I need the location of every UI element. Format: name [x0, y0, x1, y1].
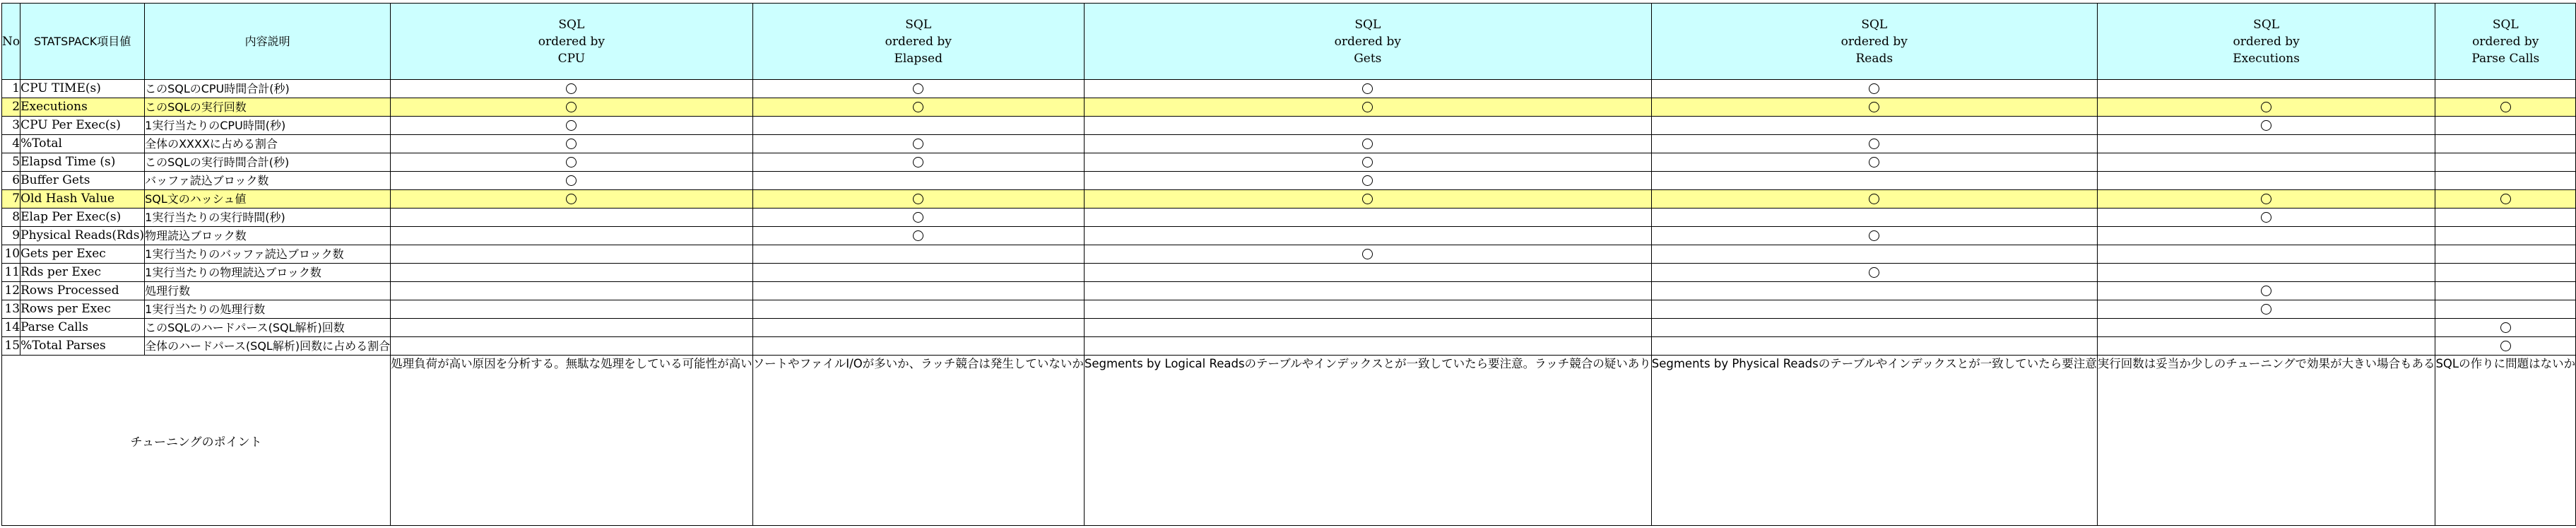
mark-cell-executions	[2097, 80, 2435, 98]
row-no: 10	[2, 245, 20, 264]
mark-cell-parse-calls	[2435, 319, 2576, 337]
table-row	[2, 98, 2576, 117]
row-desc: SQL文のハッシュ値	[145, 190, 391, 209]
mark-cell-reads	[1651, 282, 2097, 300]
mark-cell-elapsed	[752, 135, 1084, 153]
mark-cell-reads	[1651, 300, 2097, 319]
mark-cell-parse-calls	[2435, 135, 2576, 153]
mark-cell-gets	[1084, 190, 1651, 209]
circle-mark-icon	[1869, 139, 1879, 149]
mark-cell-elapsed	[752, 98, 1084, 117]
mark-cell-gets	[1084, 98, 1651, 117]
mark-cell-elapsed	[752, 337, 1084, 356]
circle-mark-icon	[566, 83, 577, 94]
circle-mark-icon	[1869, 83, 1879, 94]
header-no: No	[2, 4, 20, 80]
row-no: 8	[2, 209, 20, 227]
mark-cell-gets	[1084, 227, 1651, 245]
circle-mark-icon	[1362, 139, 1373, 149]
mark-cell-cpu	[391, 135, 753, 153]
row-no: 1	[2, 80, 20, 98]
circle-mark-icon	[2261, 286, 2271, 296]
row-item: %Total	[20, 135, 145, 153]
circle-mark-icon	[913, 194, 923, 204]
tuning-point-parse-calls: SQLの作りに問題はないか	[2435, 356, 2576, 526]
mark-cell-parse-calls	[2435, 264, 2576, 282]
row-desc: 1実行当たりのCPU時間(秒)	[145, 117, 391, 135]
mark-cell-reads	[1651, 245, 2097, 264]
row-desc: バッファ読込ブロック数	[145, 172, 391, 190]
mark-cell-parse-calls	[2435, 80, 2576, 98]
mark-cell-gets	[1084, 117, 1651, 135]
row-no: 14	[2, 319, 20, 337]
circle-mark-icon	[566, 102, 577, 112]
mark-cell-executions	[2097, 190, 2435, 209]
mark-cell-elapsed	[752, 190, 1084, 209]
mark-cell-elapsed	[752, 319, 1084, 337]
mark-cell-cpu	[391, 337, 753, 356]
table-row	[2, 245, 2576, 264]
row-item: CPU TIME(s)	[20, 80, 145, 98]
row-no: 2	[2, 98, 20, 117]
mark-cell-cpu	[391, 264, 753, 282]
circle-mark-icon	[1362, 83, 1373, 94]
row-item: %Total Parses	[20, 337, 145, 356]
mark-cell-reads	[1651, 153, 2097, 172]
table-row	[2, 319, 2576, 337]
row-desc: 全体のハードパース(SQL解析)回数に占める割合	[145, 337, 391, 356]
mark-cell-cpu	[391, 80, 753, 98]
row-no: 11	[2, 264, 20, 282]
circle-mark-icon	[1362, 175, 1373, 186]
circle-mark-icon	[566, 139, 577, 149]
header-col-gets: SQL ordered by Gets	[1084, 4, 1651, 80]
row-item: CPU Per Exec(s)	[20, 117, 145, 135]
row-desc: 全体のXXXXに占める割合	[145, 135, 391, 153]
mark-cell-cpu	[391, 209, 753, 227]
tuning-point-elapsed: ソートやファイルI/Oが多いか、ラッチ競合は発生していないか	[752, 356, 1084, 526]
mark-cell-gets	[1084, 80, 1651, 98]
mark-cell-gets	[1084, 135, 1651, 153]
row-item: Parse Calls	[20, 319, 145, 337]
mark-cell-executions	[2097, 319, 2435, 337]
mark-cell-gets	[1084, 153, 1651, 172]
row-no: 7	[2, 190, 20, 209]
circle-mark-icon	[566, 175, 577, 186]
row-desc: このSQLのハードパース(SQL解析)回数	[145, 319, 391, 337]
row-item: Executions	[20, 98, 145, 117]
row-no: 13	[2, 300, 20, 319]
circle-mark-icon	[913, 102, 923, 112]
circle-mark-icon	[1869, 267, 1879, 278]
header-col-parse-calls: SQL ordered by Parse Calls	[2435, 4, 2576, 80]
circle-mark-icon	[2261, 304, 2271, 315]
table-row	[2, 135, 2576, 153]
mark-cell-gets	[1084, 300, 1651, 319]
tuning-points-label: チューニングのポイント	[2, 356, 391, 526]
table-row	[2, 337, 2576, 356]
row-item: Gets per Exec	[20, 245, 145, 264]
mark-cell-parse-calls	[2435, 172, 2576, 190]
mark-cell-parse-calls	[2435, 227, 2576, 245]
row-no: 12	[2, 282, 20, 300]
circle-mark-icon	[2261, 194, 2271, 204]
mark-cell-reads	[1651, 117, 2097, 135]
mark-cell-reads	[1651, 227, 2097, 245]
mark-cell-elapsed	[752, 282, 1084, 300]
circle-mark-icon	[1869, 230, 1879, 241]
mark-cell-executions	[2097, 209, 2435, 227]
statspack-table	[1, 3, 2576, 526]
row-desc: 処理行数	[145, 282, 391, 300]
row-desc: このSQLの実行時間合計(秒)	[145, 153, 391, 172]
mark-cell-cpu	[391, 117, 753, 135]
circle-mark-icon	[1362, 157, 1373, 168]
circle-mark-icon	[2261, 102, 2271, 112]
tuning-point-gets: Segments by Logical Readsのテーブルやインデックスとが一致していたら要注意。ラッチ競合の疑いあり	[1084, 356, 1651, 526]
circle-mark-icon	[913, 83, 923, 94]
header-col-reads: SQL ordered by Reads	[1651, 4, 2097, 80]
circle-mark-icon	[1362, 102, 1373, 112]
mark-cell-reads	[1651, 209, 2097, 227]
row-desc: 1実行当たりの実行時間(秒)	[145, 209, 391, 227]
row-item: Rds per Exec	[20, 264, 145, 282]
row-no: 5	[2, 153, 20, 172]
table-row	[2, 282, 2576, 300]
circle-mark-icon	[566, 157, 577, 168]
row-no: 6	[2, 172, 20, 190]
circle-mark-icon	[913, 230, 923, 241]
circle-mark-icon	[913, 212, 923, 223]
mark-cell-executions	[2097, 337, 2435, 356]
mark-cell-parse-calls	[2435, 98, 2576, 117]
mark-cell-elapsed	[752, 80, 1084, 98]
mark-cell-parse-calls	[2435, 337, 2576, 356]
circle-mark-icon	[1869, 157, 1879, 168]
mark-cell-elapsed	[752, 227, 1084, 245]
mark-cell-executions	[2097, 264, 2435, 282]
mark-cell-reads	[1651, 172, 2097, 190]
row-item: Elapsd Time (s)	[20, 153, 145, 172]
row-no: 15	[2, 337, 20, 356]
mark-cell-executions	[2097, 135, 2435, 153]
row-item: Rows per Exec	[20, 300, 145, 319]
mark-cell-gets	[1084, 282, 1651, 300]
row-desc: このSQLの実行回数	[145, 98, 391, 117]
header-item: STATSPACK項目値	[20, 4, 145, 80]
mark-cell-cpu	[391, 153, 753, 172]
mark-cell-gets	[1084, 264, 1651, 282]
row-item: Buffer Gets	[20, 172, 145, 190]
row-item: Rows Processed	[20, 282, 145, 300]
mark-cell-executions	[2097, 153, 2435, 172]
circle-mark-icon	[1869, 194, 1879, 204]
tuning-points-row	[2, 356, 2576, 526]
row-no: 3	[2, 117, 20, 135]
mark-cell-reads	[1651, 337, 2097, 356]
mark-cell-cpu	[391, 300, 753, 319]
table-row	[2, 117, 2576, 135]
table-row	[2, 153, 2576, 172]
mark-cell-elapsed	[752, 153, 1084, 172]
mark-cell-gets	[1084, 245, 1651, 264]
mark-cell-executions	[2097, 227, 2435, 245]
table-row	[2, 209, 2576, 227]
mark-cell-elapsed	[752, 245, 1084, 264]
mark-cell-elapsed	[752, 117, 1084, 135]
mark-cell-executions	[2097, 282, 2435, 300]
row-item: Old Hash Value	[20, 190, 145, 209]
mark-cell-parse-calls	[2435, 209, 2576, 227]
circle-mark-icon	[566, 120, 577, 131]
mark-cell-reads	[1651, 80, 2097, 98]
mark-cell-reads	[1651, 135, 2097, 153]
mark-cell-reads	[1651, 190, 2097, 209]
mark-cell-elapsed	[752, 264, 1084, 282]
mark-cell-executions	[2097, 245, 2435, 264]
circle-mark-icon	[2500, 102, 2511, 112]
mark-cell-parse-calls	[2435, 245, 2576, 264]
header-desc: 内容説明	[145, 4, 391, 80]
circle-mark-icon	[913, 139, 923, 149]
row-desc: 1実行当たりのバッファ読込ブロック数	[145, 245, 391, 264]
mark-cell-cpu	[391, 172, 753, 190]
tuning-point-reads: Segments by Physical Readsのテーブルやインデックスとが一致していたら要注意	[1651, 356, 2097, 526]
circle-mark-icon	[2500, 341, 2511, 351]
mark-cell-gets	[1084, 319, 1651, 337]
mark-cell-reads	[1651, 98, 2097, 117]
mark-cell-cpu	[391, 190, 753, 209]
mark-cell-elapsed	[752, 300, 1084, 319]
mark-cell-executions	[2097, 98, 2435, 117]
tuning-point-cpu: 処理負荷が高い原因を分析する。無駄な処理をしている可能性が高い	[391, 356, 753, 526]
mark-cell-parse-calls	[2435, 153, 2576, 172]
table-row	[2, 264, 2576, 282]
row-desc: 物理読込ブロック数	[145, 227, 391, 245]
mark-cell-gets	[1084, 337, 1651, 356]
circle-mark-icon	[1362, 194, 1373, 204]
circle-mark-icon	[1362, 249, 1373, 259]
header-row	[2, 4, 2576, 80]
header-col-elapsed: SQL ordered by Elapsed	[752, 4, 1084, 80]
mark-cell-parse-calls	[2435, 190, 2576, 209]
table-row	[2, 190, 2576, 209]
header-col-cpu: SQL ordered by CPU	[391, 4, 753, 80]
mark-cell-executions	[2097, 172, 2435, 190]
circle-mark-icon	[1869, 102, 1879, 112]
mark-cell-elapsed	[752, 209, 1084, 227]
table-row	[2, 80, 2576, 98]
mark-cell-gets	[1084, 172, 1651, 190]
row-no: 4	[2, 135, 20, 153]
mark-cell-reads	[1651, 264, 2097, 282]
row-item: Physical Reads(Rds)	[20, 227, 145, 245]
table-row	[2, 300, 2576, 319]
mark-cell-cpu	[391, 319, 753, 337]
mark-cell-cpu	[391, 245, 753, 264]
row-no: 9	[2, 227, 20, 245]
row-item: Elap Per Exec(s)	[20, 209, 145, 227]
mark-cell-reads	[1651, 319, 2097, 337]
row-desc: 1実行当たりの処理行数	[145, 300, 391, 319]
mark-cell-gets	[1084, 209, 1651, 227]
circle-mark-icon	[2261, 120, 2271, 131]
mark-cell-cpu	[391, 98, 753, 117]
mark-cell-parse-calls	[2435, 282, 2576, 300]
mark-cell-executions	[2097, 300, 2435, 319]
circle-mark-icon	[913, 157, 923, 168]
mark-cell-cpu	[391, 227, 753, 245]
circle-mark-icon	[2500, 194, 2511, 204]
circle-mark-icon	[2261, 212, 2271, 223]
mark-cell-parse-calls	[2435, 117, 2576, 135]
row-desc: 1実行当たりの物理読込ブロック数	[145, 264, 391, 282]
table-row	[2, 172, 2576, 190]
mark-cell-cpu	[391, 282, 753, 300]
circle-mark-icon	[2500, 322, 2511, 333]
row-desc: このSQLのCPU時間合計(秒)	[145, 80, 391, 98]
table-row	[2, 227, 2576, 245]
header-col-executions: SQL ordered by Executions	[2097, 4, 2435, 80]
circle-mark-icon	[566, 194, 577, 204]
mark-cell-elapsed	[752, 172, 1084, 190]
mark-cell-parse-calls	[2435, 300, 2576, 319]
mark-cell-executions	[2097, 117, 2435, 135]
tuning-point-executions: 実行回数は妥当か少しのチューニングで効果が大きい場合もある	[2097, 356, 2435, 526]
